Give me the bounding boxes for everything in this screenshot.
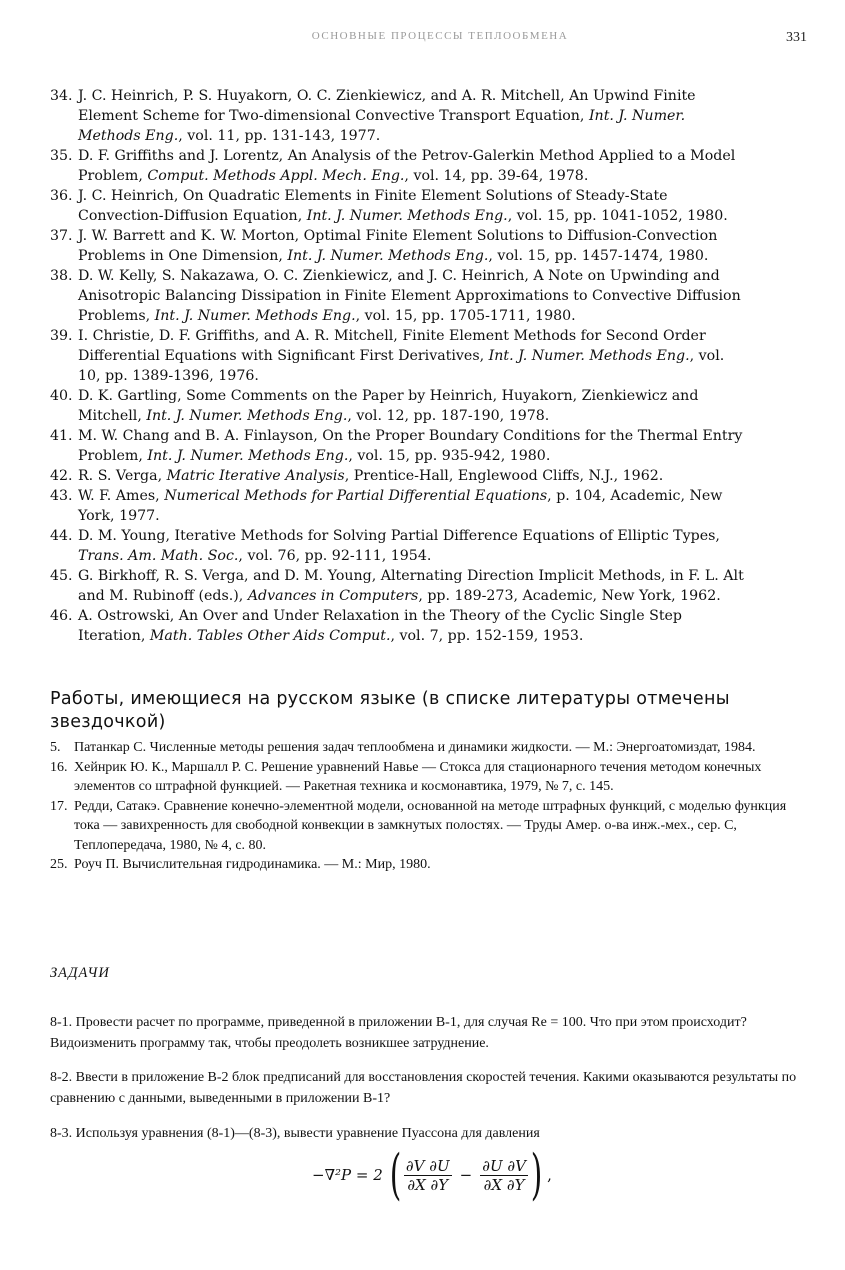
equation-lhs: −∇²P = 2 (312, 1166, 383, 1184)
term-2-numerator: ∂U ∂V (482, 1156, 526, 1175)
reference-item (50, 146, 750, 186)
russian-reference-text: Роуч П. Вычислительная гидродинамика. — М.: Мир, 1980. (74, 857, 431, 872)
reference-text: D. W. Kelly, S. Nakazawa, O. C. Zienkiewicz, and J. C. Heinrich, A Note on Upwinding and Anisotropic Balancing Dissipation in Finite Element Approximations to Convective Diffusion Problems, (78, 268, 741, 324)
reference-number: 46. (50, 608, 73, 624)
russian-reference-number: 5. (50, 740, 61, 755)
page-number: 331 (786, 30, 807, 45)
left-paren: ( (389, 1143, 402, 1206)
reference-item (50, 566, 750, 606)
reference-source: Int. J. Numer. Methods Eng. (287, 248, 489, 264)
reference-details: , vol. 76, pp. 92-111, 1954. (238, 548, 432, 564)
reference-source: Comput. Methods Appl. Mech. Eng. (147, 168, 405, 184)
russian-reference-number: 25. (50, 857, 68, 872)
minus-operator: − (459, 1166, 473, 1184)
russian-reference-item (50, 855, 815, 875)
russian-reference-text: Хейнрик Ю. К., Маршалл Р. С. Решение уравнений Навье — Стокса для стационарного течения методом конечных элементов со штрафной функцией. — Ракетная техника и космонавтика, 1979, № 7, с. 145. (74, 759, 762, 794)
reference-number: 42. (50, 468, 73, 484)
reference-number: 35. (50, 148, 73, 164)
term-2-denominator: ∂X ∂Y (483, 1175, 525, 1194)
reference-number: 40. (50, 388, 73, 404)
russian-reference-item (50, 738, 815, 758)
reference-text: I. Christie, D. F. Griffiths, and A. R. Mitchell, Finite Element Methods for Second Order Differential Equations with Significant First Derivatives, (78, 328, 706, 364)
reference-source: Matric Iterative Analysis (166, 468, 345, 484)
russian-reference-number: 17. (50, 798, 68, 814)
reference-item (50, 466, 750, 486)
equation-comma: , (547, 1166, 552, 1184)
reference-item (50, 186, 750, 226)
reference-item (50, 266, 750, 326)
reference-details: , vol. 7, pp. 152-159, 1953. (390, 628, 584, 644)
reference-item (50, 326, 750, 386)
reference-number: 39. (50, 328, 73, 344)
reference-details: , vol. 15, pp. 935-942, 1980. (348, 448, 551, 464)
reference-item (50, 606, 750, 646)
reference-source: Advances in Computers (247, 588, 419, 604)
problem-8-3: 8-3. Используя уравнения (8-1)—(8-3), вывести уравнение Пуассона для давления (50, 1126, 540, 1141)
reference-number: 43. (50, 488, 73, 504)
reference-number: 34. (50, 88, 73, 104)
reference-text: W. F. Ames, (78, 488, 160, 504)
term-1-numerator: ∂V ∂U (405, 1156, 450, 1175)
reference-number: 45. (50, 568, 73, 584)
reference-item (50, 386, 750, 426)
russian-reference-item (50, 758, 815, 797)
problem-8-2: 8-2. Ввести в приложение В-2 блок предписаний для восстановления скоростей течения. Какими оказываются результаты по сравнению с данными, выведенными в приложении В-1? (50, 1070, 797, 1106)
running-head: ОСНОВНЫЕ ПРОЦЕССЫ ТЕПЛООБМЕНА (311, 30, 569, 42)
reference-number: 44. (50, 528, 73, 544)
reference-item (50, 226, 750, 266)
reference-source: Trans. Am. Math. Soc. (78, 548, 239, 564)
reference-text: M. W. Chang and B. A. Finlayson, On the Proper Boundary Conditions for the Thermal Entry Problem, (78, 428, 743, 464)
reference-text: D. F. Griffiths and J. Lorentz, An Analysis of the Petrov-Galerkin Method Applied to a Model Problem, (78, 148, 736, 184)
reference-details: , p. 104, Academic, New York, 1977. (78, 488, 723, 524)
term-1-denominator: ∂X ∂Y (407, 1175, 449, 1194)
reference-details: , vol. 10, pp. 1389-1396, 1976. (78, 348, 725, 384)
reference-text: D. K. Gartling, Some Comments on the Paper by Heinrich, Huyakorn, Zienkiewicz and Mitchell, (78, 388, 699, 424)
reference-item (50, 486, 750, 526)
reference-number: 37. (50, 228, 73, 244)
reference-details: , vol. 11, pp. 131-143, 1977. (178, 128, 381, 144)
reference-source: Int. J. Numer. Methods Eng. (147, 448, 349, 464)
reference-text: J. W. Barrett and K. W. Morton, Optimal Finite Element Solutions to Diffusion-Convection Problems in One Dimension, (78, 228, 718, 264)
reference-text: D. M. Young, Iterative Methods for Solving Partial Difference Equations of Elliptic Types, (78, 528, 720, 544)
reference-details: , vol. 15, pp. 1041-1052, 1980. (507, 208, 728, 224)
reference-details: , vol. 14, pp. 39-64, 1978. (404, 168, 589, 184)
reference-source: Math. Tables Other Aids Comput. (149, 628, 391, 644)
reference-text: A. Ostrowski, An Over and Under Relaxation in the Theory of the Cyclic Single Step Iteration, (78, 608, 683, 644)
reference-source: Int. J. Numer. Methods Eng. (146, 408, 348, 424)
fraction-term-1 (404, 1157, 452, 1194)
reference-details: , vol. 15, pp. 1457-1474, 1980. (488, 248, 709, 264)
problems-heading: ЗАДАЧИ (50, 965, 110, 981)
fraction-term-2 (480, 1157, 528, 1194)
reference-details: , vol. 15, pp. 1705-1711, 1980. (355, 308, 576, 324)
reference-text: J. C. Heinrich, On Quadratic Elements in Finite Element Solutions of Steady-State Convection-Diffusion Equation, (78, 188, 668, 224)
reference-number: 38. (50, 268, 73, 284)
reference-text: J. C. Heinrich, P. S. Huyakorn, O. C. Zienkiewicz, and A. R. Mitchell, An Upwind Finite Element Scheme for Two-dimensional Convective Transport Equation, (78, 88, 696, 124)
reference-details: , vol. 12, pp. 187-190, 1978. (347, 408, 550, 424)
reference-details: , Prentice-Hall, Englewood Cliffs, N.J., 1962. (344, 468, 664, 484)
russian-reference-text: Редди, Сатакэ. Сравнение конечно-элементной модели, основанной на методе штрафных функций, с моделью функция тока — завихренность для свободной конвекции в замкнутых полостях. — Труды Амер. о-ва инж.-мех., сер. С, Теплопередача, 1980, № 4, с. 80. (74, 798, 787, 853)
right-paren: ) (530, 1143, 543, 1206)
reference-item (50, 86, 750, 146)
english-reference-list (50, 86, 750, 646)
russian-reference-item (50, 797, 815, 856)
reference-text: G. Birkhoff, R. S. Verga, and D. M. Young, Alternating Direction Implicit Methods, in F. L. Alt and M. Rubinoff (eds.), (78, 568, 744, 604)
reference-source: Int. J. Numer. Methods Eng. (306, 208, 508, 224)
russian-reference-number: 16. (50, 759, 68, 775)
reference-number: 36. (50, 188, 73, 204)
reference-text: R. S. Verga, (78, 468, 163, 484)
poisson-pressure-equation (312, 1144, 552, 1206)
russian-reference-list (50, 738, 815, 875)
reference-item (50, 426, 750, 466)
russian-works-heading: Работы, имеющиеся на русском языке (в списке литературы отмечены звездочкой) (50, 689, 730, 732)
reference-details: , pp. 189-273, Academic, New York, 1962. (418, 588, 721, 604)
reference-source: Int. J. Numer. Methods Eng. (78, 108, 686, 144)
reference-source: Numerical Methods for Partial Differential Equations (164, 488, 548, 504)
reference-number: 41. (50, 428, 73, 444)
russian-reference-text: Патанкар С. Численные методы решения задач теплообмена и динамики жидкости. — М.: Энергоатомиздат, 1984. (74, 740, 756, 755)
problem-8-1: 8-1. Провести расчет по программе, приведенной в приложении В-1, для случая Re = 100. Что при этом происходит? Видоизменить программу так, чтобы преодолеть возникшее затруднение. (50, 1015, 747, 1051)
reference-item (50, 526, 750, 566)
reference-source: Int. J. Numer. Methods Eng. (488, 348, 690, 364)
reference-source: Int. J. Numer. Methods Eng. (154, 308, 356, 324)
